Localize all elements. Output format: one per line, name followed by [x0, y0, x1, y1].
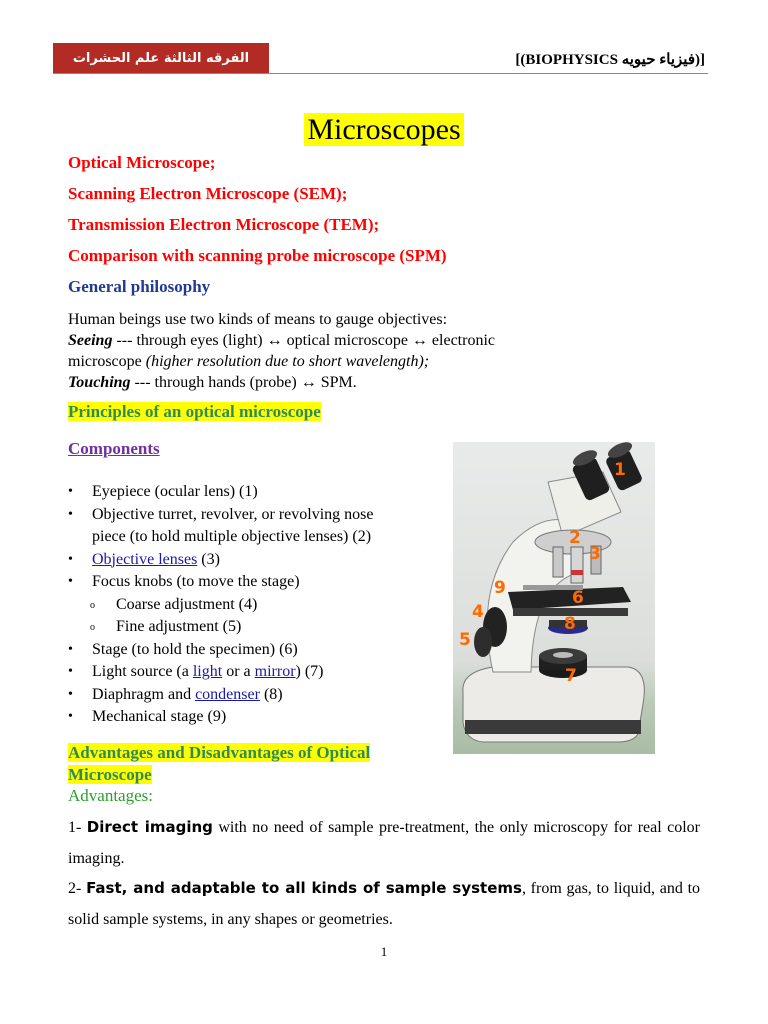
- diaphragm-text: Diaphragm and: [92, 685, 196, 703]
- light-text-pre: Light source (a: [92, 663, 193, 680]
- page-title: Microscopes: [304, 113, 463, 146]
- principles-heading: Principles of an optical microscope: [68, 402, 321, 421]
- list-item: [68, 504, 428, 549]
- photo-label-3: 3: [589, 544, 601, 564]
- subject-label: [(BIOPHYSICS فيزياء حيويه)]: [515, 52, 705, 68]
- focus-text: Focus knobs (to move the stage): [92, 573, 300, 590]
- touching-term: Touching: [68, 374, 131, 391]
- condenser-number: (8): [259, 685, 283, 703]
- light-link[interactable]: light: [192, 663, 223, 680]
- advantages-label: Advantages:: [68, 786, 153, 805]
- advantage-paragraph-1: [68, 812, 700, 874]
- microscope-illustration: [453, 442, 655, 754]
- topic-sem: Scanning Electron Microscope (SEM);: [68, 184, 348, 203]
- topic-optical: Optical Microscope;: [68, 153, 216, 172]
- fine-text: Fine adjustment (5): [116, 618, 242, 635]
- list-item: [68, 661, 428, 684]
- philosophy-line-2: [68, 330, 538, 351]
- objective-lenses-link[interactable]: Objective lenses: [92, 550, 198, 568]
- list-item: [68, 706, 428, 729]
- general-philosophy-heading: General philosophy: [68, 277, 211, 296]
- philosophy-line-4: [68, 372, 538, 393]
- resolution-note: (higher resolution due to short wavelength);: [145, 353, 430, 370]
- advantage-1-number: 1-: [68, 819, 87, 836]
- advantage-1-text: with no need of sample pre-treatment, the only microscopy for real color imaging.: [68, 819, 701, 867]
- advantage-2-text: , from gas, to liquid, and to solid sample systems, in any shapes or geometries.: [68, 880, 701, 928]
- condenser-link[interactable]: condenser: [195, 685, 260, 703]
- photo-label-8: 8: [564, 614, 576, 634]
- photo-label-6: 6: [572, 588, 584, 608]
- eyepiece-text: Eyepiece (ocular lens) (1): [92, 483, 258, 500]
- list-item: [68, 594, 428, 617]
- seeing-term: Seeing: [68, 332, 113, 349]
- topic-spm: Comparison with scanning probe microscope (SPM): [68, 246, 447, 265]
- list-item: [68, 639, 428, 662]
- photo-label-9: 9: [494, 578, 506, 598]
- light-text-mid: or a: [222, 663, 255, 680]
- page-title-wrap: [0, 110, 768, 150]
- coarse-text: Coarse adjustment (4): [116, 595, 258, 613]
- list-item: [68, 571, 428, 594]
- list-item: [68, 481, 428, 504]
- touching-text: --- through hands (probe) ↔ SPM.: [130, 374, 357, 391]
- philosophy-line-3: [68, 351, 538, 372]
- photo-label-7: 7: [565, 666, 577, 686]
- advantage-2-bold: Fast, and adaptable to all kinds of sample systems: [86, 879, 522, 897]
- turret-text-1: Objective turret, revolver, or revolving nose: [92, 505, 374, 523]
- page-number: 1: [380, 944, 388, 959]
- light-text-post: ) (7): [295, 663, 324, 680]
- advantage-1-bold: Direct imaging: [86, 818, 213, 836]
- components-heading: Components: [68, 439, 160, 458]
- mirror-link[interactable]: mirror: [254, 663, 296, 680]
- mechanical-text: Mechanical stage (9): [92, 708, 227, 725]
- stage-text: Stage (to hold the specimen) (6): [92, 640, 298, 658]
- seeing-text: --- through eyes (light) ↔ optical microscope ↔ electronic: [112, 332, 495, 349]
- general-philosophy-text: [68, 309, 538, 393]
- course-label: الفرقه الثالثة علم الحشرات: [72, 50, 250, 66]
- course-label-box: [53, 43, 269, 73]
- photo-label-2: 2: [569, 528, 581, 548]
- list-item: [68, 616, 428, 639]
- advantage-2-number: 2-: [68, 880, 87, 897]
- advantages-heading: [68, 742, 370, 786]
- turret-text-2: piece (to hold multiple objective lenses) (2): [92, 528, 372, 545]
- microscope-photo: [453, 442, 655, 754]
- header-divider: [53, 73, 708, 74]
- list-item: [68, 684, 428, 707]
- components-list: [68, 481, 428, 729]
- microscope-word: microscope: [68, 353, 146, 370]
- objective-number: (3): [197, 550, 220, 568]
- photo-label-5: 5: [459, 630, 471, 650]
- photo-label-4: 4: [472, 602, 484, 622]
- advantages-heading-line-1: Advantages and Disadvantages of Optical: [68, 743, 371, 762]
- principles-heading-wrap: [68, 402, 321, 422]
- philosophy-line-1: Human beings use two kinds of means to gauge objectives:: [68, 311, 448, 328]
- topic-tem: Transmission Electron Microscope (TEM);: [68, 215, 380, 234]
- list-item: [68, 549, 428, 572]
- photo-label-1: 1: [614, 460, 626, 480]
- advantage-paragraph-2: [68, 873, 700, 935]
- advantages-heading-line-2: Microscope: [68, 765, 152, 784]
